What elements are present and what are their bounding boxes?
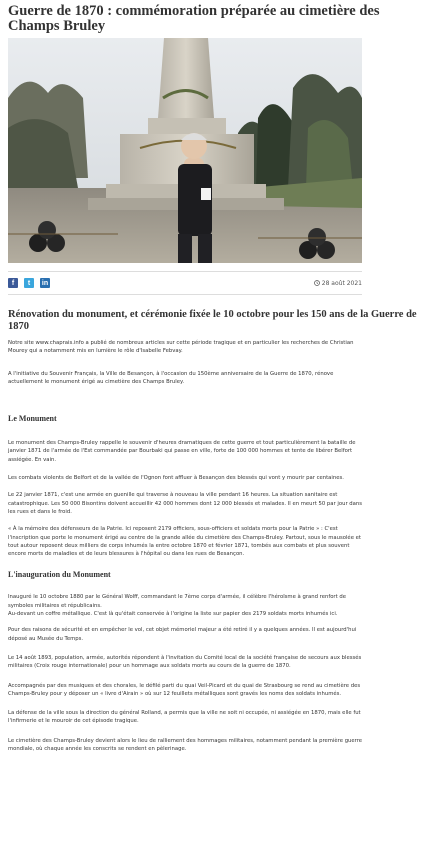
monument-paragraph-4: « À la mémoire des défenseurs de la Patrie. Ici reposent 2179 officiers, sous-officiers et soldats morts pour la Patrie » : C'est l'inscription que porte le monument érigé au centre de la grande allée du cimetière des Champs-Bruley. Partout, sous le mausolée et tout autour reposent deux milliers de corps inhumés la entre octobre 1870 et février 1871, tombés aux combats et plus souvent encore morts de maladies et de leurs blessures à l'hôpital ou dans les rues de Besançon. <box>8 526 361 558</box>
inauguration-paragraph-2: Pour des raisons de sécurité et en empêcher le vol, cet objet mémoriel majeur a été retiré il y a quelques années. Il est aujourd'hui déposé au Musée du Temps. <box>8 627 357 642</box>
facebook-icon[interactable]: f <box>8 278 18 288</box>
inauguration-paragraph-1b: Au-devant un coffre métallique. C'est là qu'était conservée à l'origine la liste sur papier des 2179 soldats morts inhumés ici. <box>8 611 338 618</box>
section-title-monument: Le Monument <box>8 414 57 424</box>
linkedin-icon[interactable]: in <box>41 279 49 287</box>
share-bar <box>8 271 362 295</box>
hero-photo[interactable] <box>8 38 362 263</box>
inauguration-paragraph-3: Le 14 août 1893, population, armée, autorités répondent à l'invitation du Comité local de la société française de secours aux blessés militaires (Croix rouge internationale) pour un hommage aux soldats morts au cours de la guerre de 1870. <box>8 654 362 670</box>
monument-paragraph-1: Le monument des Champs-Bruley rappelle le souvenir d'heures dramatiques de cette guerre et tout particulièrement la bataille de janvier 1871 de l'armée de l'Est commandée par Bourbaki qui passe en ville, forte de 100 000 hommes et tente de libérer Belfort assiégée. En vain. <box>8 440 356 463</box>
page-title: Guerre de 1870 : commémoration préparée au cimetière des Champs Bruley <box>8 3 380 34</box>
article-subtitle: Rénovation du monument, et cérémonie fixée le 10 octobre pour les 150 ans de la Guerre de 1870 <box>8 309 417 332</box>
publish-date <box>314 280 362 287</box>
monument-photo <box>8 38 362 263</box>
monument-paragraph-2: Les combats violents de Belfort et de la vallée de l'Ognon font affluer à Besançon des blessés qui vont y mourir par centaines. <box>8 475 344 482</box>
inauguration-paragraph-5: La défense de la ville sous la direction du général Rolland, a permis que la ville ne soit ni occupée, ni assiégée en 1870, mais elle fut l'infirmerie et le mouroir de cet épisode tragique. <box>8 710 361 725</box>
date-text: 28 août 2021 <box>321 279 362 287</box>
share-icons <box>8 278 50 288</box>
inauguration-paragraph-4: Accompagnés par des musiques et des chorales, le défilé parti du quai Veil-Picard et du quai de Strasbourg se rend au cimetière des Champs-Bruley pour y déposer un « livre d'Airain » où sur 12 feuillets métalliques sont gravés les noms des soldats inhumés. <box>8 682 361 697</box>
monument-paragraph-3: Le 22 janvier 1871, c'est une armée en guenille qui traverse à nouveau la ville pendant 16 heures. La situation sanitaire est catastrophique. Les 50 000 Bisontins doivent accueillir 42 000 hommes dont 12 000 blessés et malades. Il en meurt 50 par jour dans les rues et dans le froid. <box>8 492 363 515</box>
twitter-icon[interactable]: t <box>24 278 34 288</box>
intro-paragraph-1: Notre site www.chaprais.info a publié de nombreux articles sur cette période tragique et en particulier les recherches de Christian Mourey qui a notamment mis en lumière le rôle d'Isabelle Febvay. <box>8 340 354 355</box>
intro-paragraph-2: A l'initiative du Souvenir Français, la Ville de Besançon, à l'occasion du 150ème anniversaire de la Guerre de 1870, rénove actuellement le monument érigé au cimetière des Champs Bruley. <box>8 370 334 385</box>
inauguration-paragraph-1: Inauguré le 10 octobre 1880 par le Général Wolff, commandant le 7ème corps d'armée, il célèbre l'héroïsme à grand renfort de symboles militaires et républicains. <box>8 594 346 609</box>
clock-icon <box>314 280 320 286</box>
section-title-inauguration: L'inauguration du Monument <box>8 570 111 580</box>
inauguration-paragraph-6: Le cimetière des Champs-Bruley devient alors le lieu de ralliement des hommages militaires, notamment pendant la première guerre mondiale, où chaque année les conscrits se rendent en pèlerinage. <box>8 737 363 753</box>
